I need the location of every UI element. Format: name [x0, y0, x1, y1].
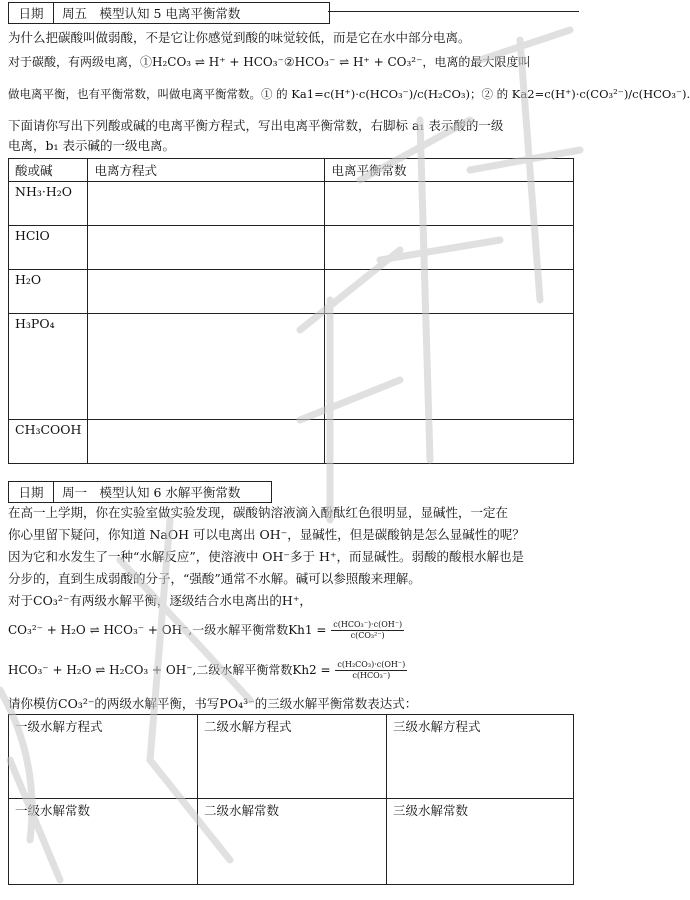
row-label-h2o: H₂O — [9, 270, 88, 314]
eq2-fraction — [335, 660, 407, 681]
hydrolysis-eq-cell-2[interactable]: 二级水解方程式 — [198, 715, 387, 799]
equation-cell[interactable] — [88, 226, 325, 270]
s2-line-2: 你心里留下疑问，你知道 NaOH 可以电离出 OH⁻，显碱性，但是碳酸钠是怎么显碱性的呢？ — [8, 527, 525, 542]
hydrolysis-eq-cell-1[interactable]: 一级水解方程式 — [9, 715, 198, 799]
eq1-text: CO₃²⁻ + H₂O ⇌ HCO₃⁻ + OH⁻,一级水解平衡常数Kh1 = — [8, 623, 327, 637]
equation-cell[interactable] — [88, 270, 325, 314]
table-row — [9, 226, 574, 270]
row-label-ch3cooh: CH₃COOH — [9, 420, 88, 464]
equation-cell[interactable] — [88, 420, 325, 464]
eq2-text: HCO₃⁻ + H₂O ⇌ H₂CO₃ + OH⁻,二级水解平衡常数Kh2 = — [8, 663, 331, 677]
table-row — [9, 799, 574, 885]
hydrolysis-table — [8, 714, 574, 885]
section1-title: 周五 模型认知 5 电离平衡常数 — [62, 6, 241, 21]
section2-title: 周一 模型认知 6 水解平衡常数 — [62, 485, 241, 500]
col-header-acid-base: 酸或碱 — [9, 159, 88, 182]
s1-line-3: 做电离平衡，也有平衡常数，叫做电离平衡常数。① 的 Ka1=c(H⁺)·c(HCO₃⁻)/c(H₂CO₃)；② 的 Ka2=c(H⁺)·c(CO₃²⁻)/c(HCO₃⁻). — [8, 87, 690, 101]
hydrolysis-const-cell-1[interactable]: 一级水解常数 — [9, 799, 198, 885]
hydrolysis-eq-2 — [8, 660, 578, 681]
section1-header — [8, 2, 330, 24]
equation-cell[interactable] — [88, 182, 325, 226]
s2-prompt: 请你模仿CO₃²⁻的两级水解平衡，书写PO₄³⁻的三级水解平衡常数表达式： — [8, 696, 418, 711]
table-row — [9, 715, 574, 799]
row-label-h3po4: H₃PO₄ — [9, 314, 88, 420]
s1-line-2: 对于碳酸，有两级电离，①H₂CO₃ ⇌ H⁺ + HCO₃⁻②HCO₃⁻ ⇌ H⁺ + CO₃²⁻，电离的最大限度叫 — [8, 55, 531, 69]
section1-date-label: 日期 — [9, 3, 54, 23]
constant-cell[interactable] — [325, 420, 574, 464]
s1-line-1: 为什么把碳酸叫做弱酸，不是它让你感觉到酸的味觉较低，而是它在水中部分电离。 — [8, 30, 471, 45]
s2-line-5: 对于CO₃²⁻有两级水解平衡，逐级结合水电离出的H⁺， — [8, 593, 312, 608]
table-row — [9, 182, 574, 226]
hydrolysis-eq-1 — [8, 620, 578, 641]
s1-line-5: 电离，b₁ 表示碱的一级电离。 — [8, 138, 175, 153]
header-rule — [328, 11, 579, 12]
constant-cell[interactable] — [325, 226, 574, 270]
constant-cell[interactable] — [325, 314, 574, 420]
s2-line-3: 因为它和水发生了一种“水解反应”，使溶液中 OH⁻多于 H⁺，而显碱性。弱酸的酸根水解也是 — [8, 549, 524, 564]
hydrolysis-const-cell-2[interactable]: 二级水解常数 — [198, 799, 387, 885]
eq1-numerator: c(HCO₃⁻)·c(OH⁻) — [333, 620, 403, 629]
ionization-table — [8, 158, 574, 464]
s2-line-1: 在高一上学期，你在实验室做实验发现，碳酸钠溶液滴入酚酞红色很明显，显碱性，一定在 — [8, 505, 509, 520]
constant-cell[interactable] — [325, 270, 574, 314]
eq1-denominator: c(CO₃²⁻) — [350, 631, 385, 640]
table-row — [9, 270, 574, 314]
eq1-fraction — [331, 620, 404, 641]
s2-line-4: 分步的，直到生成弱酸的分子，“强酸”通常不水解。碱可以参照酸来理解。 — [8, 571, 421, 586]
col-header-equation: 电离方程式 — [88, 159, 325, 182]
equation-cell[interactable] — [88, 314, 325, 420]
section2-header — [8, 481, 272, 503]
s1-line-4: 下面请你写出下列酸或碱的电离平衡方程式，写出电离平衡常数，右脚标 a₁ 表示酸的一级 — [8, 118, 504, 133]
hydrolysis-const-cell-3[interactable]: 三级水解常数 — [387, 799, 574, 885]
table-row — [9, 420, 574, 464]
row-label-nh3h2o: NH₃·H₂O — [9, 182, 88, 226]
section2-date-label: 日期 — [9, 482, 54, 502]
constant-cell[interactable] — [325, 182, 574, 226]
row-label-hclo: HClO — [9, 226, 88, 270]
eq2-numerator: c(H₂CO₃)·c(OH⁻) — [337, 660, 406, 669]
eq2-denominator: c(HCO₃⁻) — [352, 671, 391, 680]
hydrolysis-eq-cell-3[interactable]: 三级水解方程式 — [387, 715, 574, 799]
table-row — [9, 314, 574, 420]
col-header-constant: 电离平衡常数 — [325, 159, 574, 182]
